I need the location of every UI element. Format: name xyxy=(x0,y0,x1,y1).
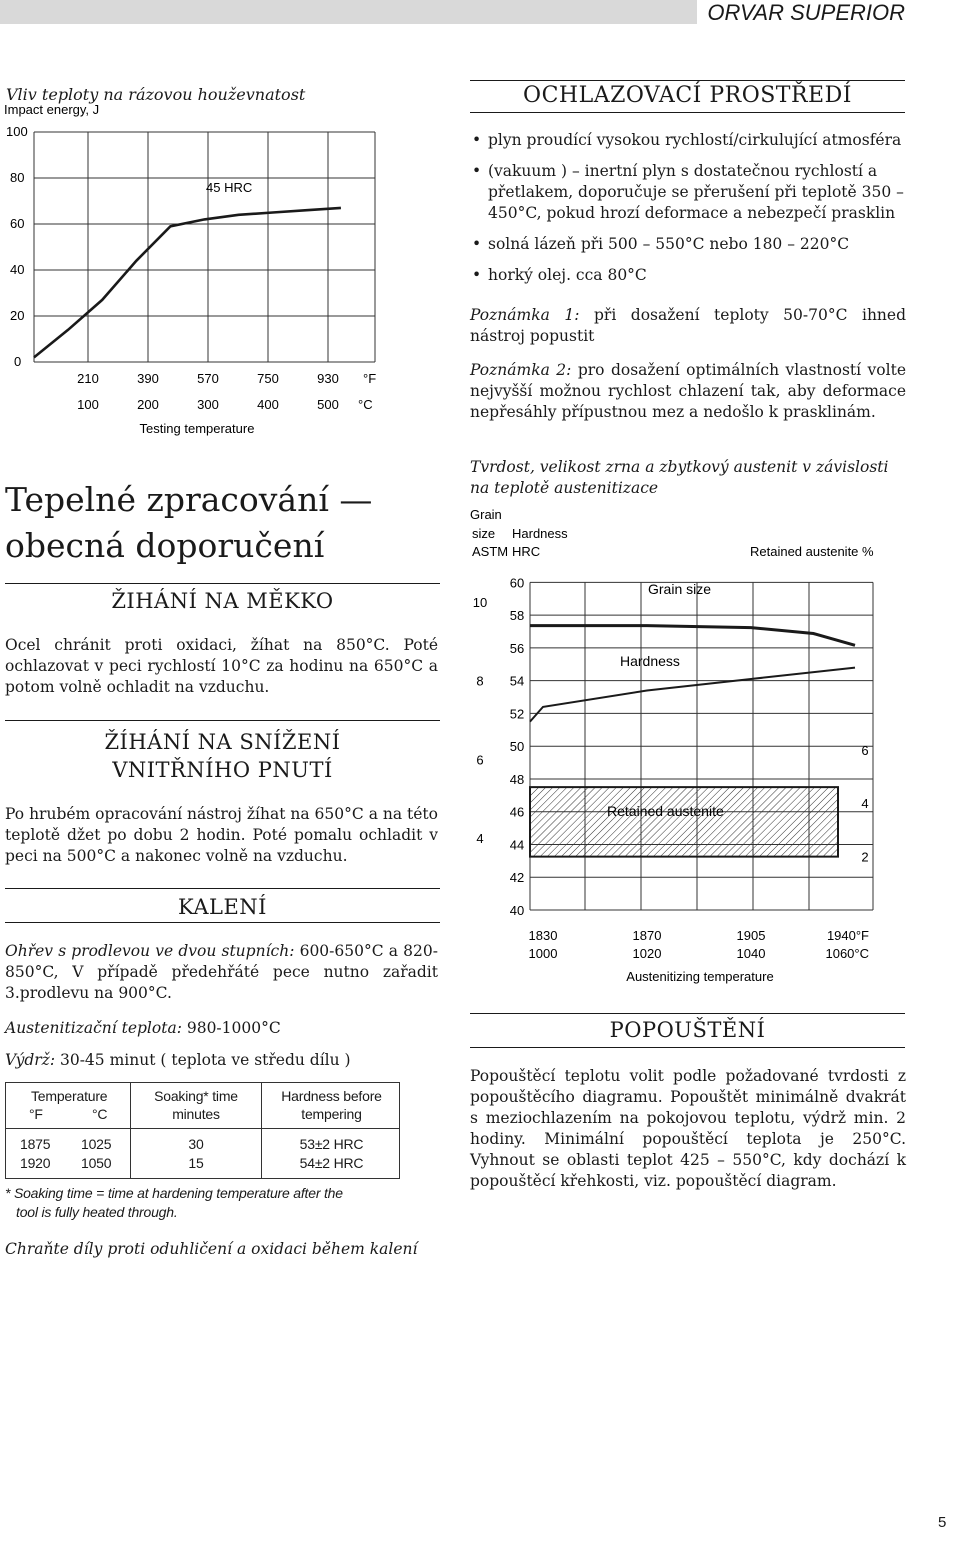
x-c-tick: 400 xyxy=(257,397,279,412)
cell-hrc: 53±2 HRC xyxy=(299,1136,364,1152)
soft-annealing-text: Ocel chránit proti oxidaci, žíhat na 850°C. Poté ochlazovat v peci rychlostí 10°C za hodinu na 650°C a potom volně ochladit na vzduchu. xyxy=(5,636,438,696)
y-axis-label: Impact energy, J xyxy=(4,102,100,117)
table-header-hardness: Hardness before xyxy=(281,1088,382,1104)
hardness-axis-label: HRC xyxy=(512,544,541,559)
list-item-text: (vakuum ) – inertní plyn s dostatečnou rychlostí a přetlakem, doporučuje se přerušení při teplotě 350 – 450°C, pokud hrozí deformace a nebezpečí prasklin xyxy=(488,162,904,222)
retained-axis-label: Retained austenite % xyxy=(750,544,874,559)
soak-value: 30-45 minut ( teplota ve středu dílu ) xyxy=(55,1051,351,1069)
hrc-tick-label: 50 xyxy=(509,739,525,755)
list-item: • horký olej. cca 80°C xyxy=(472,266,647,284)
x-c-tick: 200 xyxy=(137,397,159,412)
note-2-text: pro dosažení optimálních vlastností volte nejvyšší možnou rychlost chlazení tak, aby deformace nepřesáhly přípustnou mez a nedošlo k prasklinám. xyxy=(470,361,906,421)
austenitizing-value: 980-1000°C xyxy=(181,1019,281,1037)
tempering-title: POPOUŠTĚNÍ xyxy=(609,1018,766,1042)
cell-c: 1050 xyxy=(81,1155,112,1171)
grain-tick-label: 8 xyxy=(476,673,484,689)
section-divider xyxy=(5,720,440,721)
x-c-tick: 500 xyxy=(317,397,339,412)
list-item: • plyn proudící vysokou rychlostí/cirkulující atmosféra xyxy=(472,131,902,149)
y-tick-label: 100 xyxy=(6,124,28,139)
section-divider xyxy=(470,80,905,81)
x-c-tick: 1000 xyxy=(528,946,558,961)
grain-axis-label: Grain xyxy=(470,507,502,522)
stress-relief-title xyxy=(5,728,440,784)
hrc-tick-label: 46 xyxy=(509,804,525,820)
list-item: • (vakuum ) – inertní plyn s dostatečnou rychlostí a přetlakem, doporučuje se přerušení při teplotě 350 – 450°C, pokud hrozí deformace a nebezpečí prasklin xyxy=(472,162,904,222)
impact-chart xyxy=(0,98,400,443)
ra-tick-label: 4 xyxy=(861,796,869,812)
grain-size-series-label: Grain size xyxy=(648,581,712,597)
table-header-temperature: Temperature xyxy=(31,1088,108,1104)
note-1-text: při dosažení teploty 50-70°C ihned nástroj popustit xyxy=(470,306,906,345)
x-c-tick: 1020 xyxy=(632,946,662,961)
x-axis-label: Testing temperature xyxy=(139,421,255,436)
heat-title-line2: obecná doporučení xyxy=(5,526,325,565)
cooling-media-list xyxy=(470,130,906,296)
hardening-title: KALENÍ xyxy=(178,895,267,919)
table-header-tempering: tempering xyxy=(301,1106,362,1122)
x-c-unit: °C xyxy=(358,397,373,412)
list-item-text: horký olej. cca 80°C xyxy=(488,266,647,284)
x-f-tick: 1905 xyxy=(736,928,766,943)
aust-x-axis-label: Austenitizing temperature xyxy=(626,969,774,984)
decarburization-warning: Chraňte díly proti oduhličení a oxidaci během kalení xyxy=(5,1240,418,1258)
x-f-tick: 750 xyxy=(257,371,279,386)
soak-label: Výdrž: xyxy=(5,1051,56,1069)
grain-tick-label: 4 xyxy=(476,830,484,846)
x-f-unit: °F xyxy=(363,371,377,386)
soak-text xyxy=(5,1050,438,1071)
cell-hrc: 54±2 HRC xyxy=(299,1155,364,1171)
x-f-tick: 930 xyxy=(317,371,339,386)
table-footnote xyxy=(5,1184,343,1222)
retained-series-label: Retained austenite xyxy=(607,803,724,819)
retained-austenite-band xyxy=(530,787,838,856)
heat-title-line1: Tepelné zpracování — xyxy=(5,480,373,519)
preheat-label: Ohřev s prodlevou ve dvou stupních: xyxy=(5,942,295,960)
hrc-tick-label: 44 xyxy=(509,837,525,853)
x-f-tick: 1830 xyxy=(528,928,558,943)
table-divider xyxy=(6,1128,399,1129)
grain-tick-label: 6 xyxy=(476,752,484,768)
impact-energy-line xyxy=(34,208,341,358)
section-divider xyxy=(5,922,440,923)
y-tick-label: 80 xyxy=(10,170,25,185)
hrc-tick-label: 48 xyxy=(509,771,525,787)
heat-treatment-title xyxy=(5,477,372,569)
ra-tick-label: 2 xyxy=(861,849,869,865)
list-item-text: plyn proudící vysokou rychlostí/cirkulující atmosféra xyxy=(488,131,902,149)
hrc-tick-label: 40 xyxy=(509,903,525,918)
austenitizing-label: Austenitizační teplota: xyxy=(5,1019,182,1037)
grain-tick-label: 10 xyxy=(472,595,488,611)
y-tick-label: 40 xyxy=(10,262,25,277)
brand-title: ORVAR SUPERIOR xyxy=(707,0,905,25)
impact-chart-title: Vliv teploty na rázovou houževnatost xyxy=(6,85,306,104)
list-item: • solná lázeň při 500 – 550°C nebo 180 – 220°C xyxy=(472,235,850,253)
cell-minutes: 30 xyxy=(188,1136,204,1152)
hrc-tick-label: 54 xyxy=(509,673,525,689)
y-tick-label: 0 xyxy=(14,354,22,369)
x-f-tick: 1870 xyxy=(632,928,662,943)
x-c-tick: 100 xyxy=(77,397,99,412)
grain-axis-label: ASTM xyxy=(472,544,509,559)
x-f-tick: 210 xyxy=(77,371,99,386)
x-c-tick: 1040 xyxy=(736,946,766,961)
cooling-note-2 xyxy=(470,360,906,423)
stress-relief-text: Po hrubém opracování nástroj žíhat na 650°C a na této teplotě džet po dobu 2 hodin. Poté pomalu ochladit v peci na 500°C a nakonec volně na vzduchu. xyxy=(5,805,438,865)
section-divider xyxy=(470,112,905,113)
table-header-soak: Soaking* time xyxy=(154,1088,238,1104)
table-row xyxy=(6,1155,399,1173)
footnote-line2: tool is fully heated through. xyxy=(16,1204,178,1220)
ra-tick-label: 6 xyxy=(861,742,869,758)
hrc-tick-label: 60 xyxy=(509,575,525,591)
hardness-series-label: Hardness xyxy=(620,653,680,669)
hrc-tick-label: 42 xyxy=(509,870,525,886)
page-number: 5 xyxy=(938,1514,947,1531)
austenitizing-text xyxy=(5,1018,438,1039)
section-divider xyxy=(5,583,440,584)
table-header-minutes: minutes xyxy=(172,1106,220,1122)
cell-f: 1875 xyxy=(20,1136,51,1152)
grain-size-line xyxy=(530,626,855,646)
grain-axis-label: size xyxy=(472,526,496,541)
stress-relief-title-line2: VNITŘNÍHO PNUTÍ xyxy=(112,758,333,782)
hrc-tick-label: 52 xyxy=(509,706,525,722)
cooling-note-1 xyxy=(470,305,906,347)
y-tick-label: 60 xyxy=(10,216,25,231)
soaking-table xyxy=(5,1082,400,1179)
section-divider xyxy=(470,1013,905,1014)
table-header-c: °C xyxy=(92,1106,108,1122)
section-divider xyxy=(5,888,440,889)
list-item-text: solná lázeň při 500 – 550°C nebo 180 – 220°C xyxy=(488,235,850,253)
y-tick-label: 20 xyxy=(10,308,25,323)
note-2-label: Poznámka 2: xyxy=(470,361,572,379)
stress-relief-title-line1: ŽÍHÁNÍ NA SNÍŽENÍ xyxy=(104,730,341,754)
x-f-tick: 570 xyxy=(197,371,219,386)
tempering-text: Popouštěcí teplotu volit podle požadované tvrdosti z popouštěcího diagramu. Popouštět minimálně dvakrát s meziochlazením na pokojovou teplotu, výdrž min. 2 hodiny. Minimální popouštěcí teplota je 250°C. Vyhnout se oblasti teplot 425 – 550°C, kdy dochází k popouštěcí křehkosti, viz. popouštěcí diagram. xyxy=(470,1067,906,1190)
x-f-tick: 390 xyxy=(137,371,159,386)
aust-grid xyxy=(530,582,873,910)
x-c-tick: 300 xyxy=(197,397,219,412)
hrc-annotation: 45 HRC xyxy=(206,180,253,195)
table-row xyxy=(6,1136,399,1154)
header-bar xyxy=(0,0,697,24)
footnote-line1: * Soaking time = time at hardening temperature after the xyxy=(5,1185,343,1201)
preheat-value: 600-650°C a 820-850°C, V případě předehřáté pece nutno zařadit 3.prodlevu na 900°C. xyxy=(5,942,438,1002)
hrc-tick-label: 58 xyxy=(509,608,525,624)
hardness-axis-label: Hardness xyxy=(512,526,568,541)
hrc-tick-label: 56 xyxy=(509,640,525,656)
table-header-f: °F xyxy=(29,1106,43,1122)
preheat-text xyxy=(5,941,438,1004)
cell-f: 1920 xyxy=(20,1155,51,1171)
soft-annealing-title: ŽIHÁNÍ NA MĚKKO xyxy=(111,589,334,613)
cooling-title: OCHLAZOVACÍ PROSTŘEDÍ xyxy=(523,83,852,108)
austenitizing-chart xyxy=(465,500,905,990)
cell-c: 1025 xyxy=(81,1136,112,1152)
aust-chart-title: Tvrdost, velikost zrna a zbytkový austenit v závislosti na teplotě austenitizace xyxy=(470,458,889,497)
cell-minutes: 15 xyxy=(188,1155,204,1171)
note-1-label: Poznámka 1: xyxy=(470,306,580,324)
x-f-tick: 1940°F xyxy=(826,928,869,943)
x-c-tick: 1060°C xyxy=(825,946,869,961)
section-divider xyxy=(470,1047,905,1048)
